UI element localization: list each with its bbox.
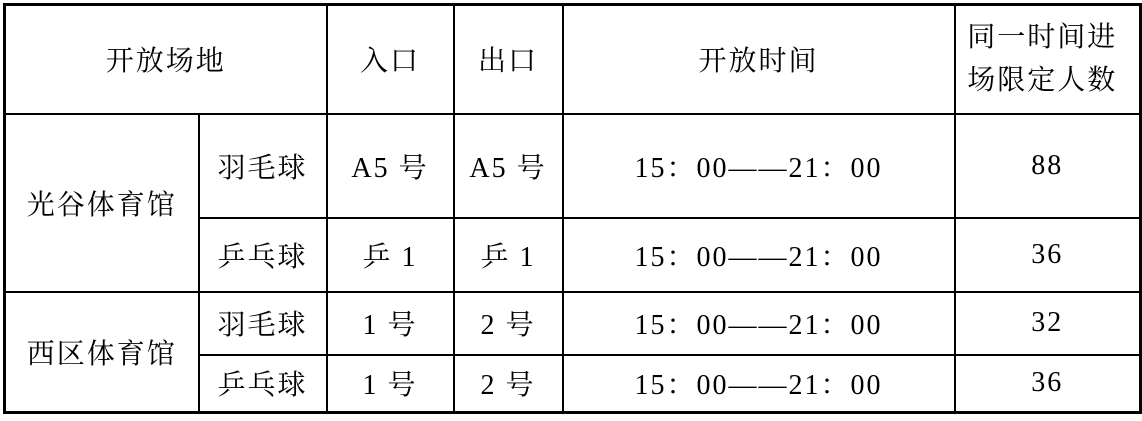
table-header-row [5,5,1141,114]
sport-name: 羽毛球 [199,292,327,355]
venue-schedule-table [3,3,1142,414]
hours-value: 15：00——21：00 [563,218,955,292]
limit-value: 36 [955,355,1141,413]
limit-value: 32 [955,292,1141,355]
exit-value: A5 号 [454,114,563,218]
entrance-value: 1 号 [327,355,454,413]
header-venue: 开放场地 [5,5,327,114]
entrance-value: 1 号 [327,292,454,355]
venue-name-xiqu: 西区体育馆 [5,292,199,413]
table-row [5,292,1141,355]
sport-name: 羽毛球 [199,114,327,218]
sport-name: 乒乓球 [199,355,327,413]
exit-value: 2 号 [454,355,563,413]
header-limit [955,5,1141,114]
exit-value: 2 号 [454,292,563,355]
header-entrance: 入口 [327,5,454,114]
sport-name: 乒乓球 [199,218,327,292]
header-exit: 出口 [454,5,563,114]
header-hours: 开放时间 [563,5,955,114]
entrance-value: A5 号 [327,114,454,218]
table-row [5,114,1141,218]
exit-value: 乒 1 [454,218,563,292]
venue-name-guanggu: 光谷体育馆 [5,114,199,292]
hours-value: 15：00——21：00 [563,292,955,355]
entrance-value: 乒 1 [327,218,454,292]
header-limit-text: 同一时间进场限定人数 [967,21,1118,97]
hours-value: 15：00——21：00 [563,355,955,413]
hours-value: 15：00——21：00 [563,114,955,218]
limit-value: 36 [955,218,1141,292]
limit-value: 88 [955,114,1141,218]
